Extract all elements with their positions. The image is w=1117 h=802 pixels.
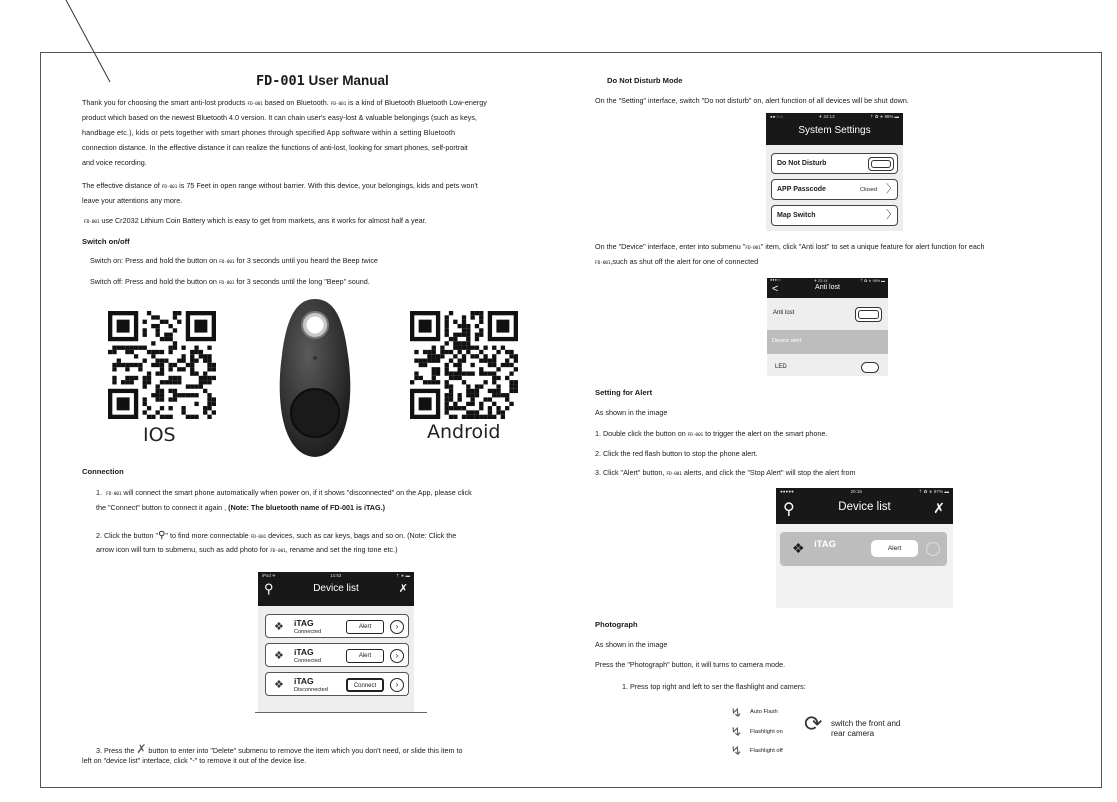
photo-step-1: 1. Press top right and left to ser the flashlight and camers: bbox=[622, 682, 806, 691]
search-icon[interactable]: ⚲ bbox=[264, 581, 274, 596]
device-row[interactable] bbox=[265, 643, 409, 667]
chevron-right-icon: 〉 bbox=[886, 183, 897, 195]
page-title: FD-001 User Manual bbox=[256, 73, 389, 89]
flash-on-icon: ↯ bbox=[729, 722, 744, 741]
connection-step-3: 3. Press the ✗ button to enter into "Delete" submenu to remove the item which you don't need, or slide this item to bbox=[96, 742, 463, 756]
device-name: iTAG bbox=[814, 539, 836, 550]
intro-line-2: product which based on the newest Bluetooth 4.0 version. It can chain user's easy-lost & valuable belongings (such as keys, bbox=[82, 113, 477, 122]
manual-sheet bbox=[40, 52, 1102, 788]
device-alert-row[interactable] bbox=[767, 330, 888, 354]
chevron-right-icon: 〉 bbox=[886, 209, 897, 221]
alert-step-2: 2. Click the red flash button to stop the phone alert. bbox=[595, 449, 758, 458]
qr-code-ios bbox=[108, 310, 216, 420]
intro-line-1: Thank you for choosing the smart anti-lost products FD-001 based on Bluetooth. FD-001 is a kind of Bluetooth Bluetooth Low-energy bbox=[82, 98, 487, 107]
status-time: ✈ 22:14 bbox=[813, 279, 828, 283]
row-label: Do Not Disturb bbox=[777, 160, 827, 167]
delete-icon[interactable]: ✗ bbox=[398, 583, 408, 595]
photo-intro: As shown in the image bbox=[595, 640, 668, 649]
intro-line-3: handbage etc.), kids or pets together with smart phones through specified App software within a setting Bluetooth bbox=[82, 128, 456, 137]
switch-heading: Switch on/off bbox=[82, 237, 130, 246]
dnd-heading: Do Not Disturb Mode bbox=[607, 76, 683, 85]
status-carrier: iPod ✈ bbox=[262, 573, 276, 578]
alert-button[interactable]: Alert bbox=[871, 540, 918, 557]
flash-on-label: Flashlight on bbox=[750, 729, 783, 735]
tag-icon: ❖ bbox=[274, 679, 284, 691]
tag-icon: ❖ bbox=[274, 621, 284, 633]
screenshot-baseline bbox=[255, 712, 427, 713]
tag-icon: ❖ bbox=[274, 650, 284, 662]
toggle-switch[interactable] bbox=[861, 362, 879, 373]
status-time: ✈ 22:13 bbox=[818, 114, 835, 119]
search-icon[interactable]: ⚲ bbox=[783, 501, 795, 518]
delete-icon: ✗ bbox=[136, 742, 147, 756]
device-list-screenshot bbox=[258, 572, 414, 712]
connection-step-1: 1. FD-001 will connect the smart phone automatically when power on, if it shows "disconnected" on the App, please click bbox=[96, 488, 472, 497]
switch-camera-icon: ⟳ bbox=[804, 711, 823, 736]
chevron-right-icon[interactable] bbox=[926, 542, 940, 556]
back-icon[interactable]: < bbox=[772, 283, 779, 295]
connect-button[interactable]: Connect bbox=[346, 678, 384, 692]
switch-camera-label-2: rear camera bbox=[831, 729, 875, 738]
flash-off-icon: ↯ bbox=[729, 741, 744, 760]
intro-line-5: and voice recording. bbox=[82, 158, 147, 167]
anti-lost-screenshot bbox=[767, 278, 888, 376]
toggle-switch[interactable] bbox=[855, 307, 882, 322]
qr-android-label: Android bbox=[427, 421, 501, 443]
device-name: iTAG bbox=[294, 647, 314, 657]
connection-step-2: 2. Click the button "⚲" to find more connectable FD-001 devices, such as car keys, bags and so on. (Note: Click the bbox=[96, 530, 457, 541]
device-interface-text-2: FD-001,such as shut off the alert for one of connected bbox=[595, 257, 759, 266]
status-battery: ⇡ ✿ ∗ 97% ▬ bbox=[918, 489, 949, 494]
row-label: LED bbox=[775, 364, 787, 370]
alert-heading: Setting for Alert bbox=[595, 388, 653, 397]
switch-on-text: Switch on: Press and hold the button on FD-001 for 3 seconds until you heard the Beep twice bbox=[90, 256, 378, 265]
alert-step-3: 3. Click "Alert" button, FD-001 alerts, and click the "Stop Alert" will stop the alert from bbox=[595, 468, 856, 477]
header-title: System Settings bbox=[798, 125, 871, 136]
status-battery: ⇡ ✿ ∗ 98% ▬ bbox=[859, 279, 885, 283]
dnd-text: On the "Setting" interface, switch "Do not disturb" on, alert function of all devices will be shut down. bbox=[595, 96, 909, 105]
connection-step-2b: arrow icon will turn to submenu, such as add photo for FD-001, rename and set the ring tone etc.) bbox=[96, 545, 398, 554]
itag-device-image bbox=[270, 295, 360, 461]
led-row[interactable] bbox=[767, 358, 888, 376]
status-signal: ●●○○○ bbox=[770, 114, 784, 119]
device-interface-text: On the "Device" interface, enter into submenu "FD-001" item, click "Anti lost" to set a unique feature for alert function for each bbox=[595, 242, 985, 251]
row-label: APP Passcode bbox=[777, 186, 826, 193]
system-settings-screenshot bbox=[766, 113, 903, 231]
header-title: Device list bbox=[313, 583, 359, 594]
device-row[interactable] bbox=[265, 614, 409, 638]
device-status: Disconnected bbox=[294, 687, 328, 693]
status-battery: ⇡ ✿ ∗ 98% ▬ bbox=[869, 114, 899, 119]
status-time: 14:53 bbox=[330, 573, 342, 578]
alert-step-1: 1. Double click the button on FD-001 to trigger the alert on the smart phone. bbox=[595, 429, 828, 438]
alert-intro: As shown in the image bbox=[595, 408, 668, 417]
row-value: Closed bbox=[860, 187, 878, 193]
status-signal: ●●●○○ bbox=[770, 278, 782, 282]
distance-line-2: leave your attentions any more. bbox=[82, 196, 183, 205]
search-icon: ⚲ bbox=[158, 530, 166, 541]
battery-line: FD-001 use Cr2032 Lithium Coin Battery which is easy to get from markets, ans it works for almost half a year. bbox=[84, 216, 427, 225]
switch-off-text: Switch off: Press and hold the button on FD-001 for 3 seconds until the long "Beep" sound. bbox=[90, 277, 370, 286]
chevron-right-icon[interactable]: › bbox=[390, 620, 404, 634]
connection-step-3b: left on "device list" interface, click "-" to remove it out of the device lise. bbox=[82, 756, 307, 765]
qr-code-android bbox=[410, 310, 518, 420]
switch-camera-label-1: switch the front and bbox=[831, 719, 901, 728]
alert-button[interactable]: Alert bbox=[346, 620, 384, 634]
row-label: Anti lost bbox=[773, 310, 795, 316]
photo-heading: Photograph bbox=[595, 620, 638, 629]
alert-button[interactable]: Alert bbox=[346, 649, 384, 663]
device-status: Connected bbox=[294, 658, 322, 664]
row-label: Map Switch bbox=[777, 212, 816, 219]
flash-off-label: Flashlight off bbox=[750, 748, 783, 754]
status-battery: ⇡ ∗ ▬ bbox=[395, 573, 410, 578]
device-name: iTAG bbox=[294, 676, 314, 686]
header-title: Anti lost bbox=[815, 284, 840, 291]
device-name: iTAG bbox=[294, 618, 314, 628]
settings-row-map[interactable] bbox=[771, 205, 898, 226]
delete-icon[interactable]: ✗ bbox=[933, 500, 945, 516]
connection-heading: Connection bbox=[82, 467, 124, 476]
intro-line-4: connection distance. In the effective distance it can realize the functions of anti-lost, looking for smart phones, self-portrait bbox=[82, 143, 468, 152]
settings-row-passcode[interactable] bbox=[771, 179, 898, 200]
qr-ios-label: IOS bbox=[143, 424, 176, 446]
device-row[interactable] bbox=[265, 672, 409, 696]
toggle-switch[interactable] bbox=[868, 157, 894, 171]
anti-lost-row[interactable] bbox=[767, 301, 888, 327]
distance-line-1: The effective distance of FD-001 is 75 Feet in open range without barrier. With this device, your belongings, kids and pets won't bbox=[82, 181, 478, 190]
header-title: Device list bbox=[838, 501, 891, 513]
status-time: 20:16 bbox=[850, 489, 862, 494]
chevron-right-icon[interactable]: › bbox=[390, 678, 404, 692]
device-row[interactable] bbox=[780, 532, 947, 566]
settings-row-dnd[interactable] bbox=[771, 153, 898, 174]
auto-flash-label: Auto Flash bbox=[750, 709, 778, 715]
auto-flash-icon: ↯ bbox=[729, 703, 744, 722]
device-list-alert-screenshot bbox=[776, 488, 953, 608]
status-signal: ●●●●● bbox=[780, 489, 794, 494]
connection-step-1b: the "Connect" button to connect it again , (Note: The bluetooth name of FD-001 is iTAG.) bbox=[96, 503, 385, 512]
row-label: Device alert bbox=[772, 338, 802, 344]
chevron-right-icon[interactable]: › bbox=[390, 649, 404, 663]
tag-icon: ❖ bbox=[792, 540, 805, 556]
device-status: Connected bbox=[294, 629, 322, 635]
photo-text: Press the "Photograph" button, it will turns to camera mode. bbox=[595, 660, 786, 669]
